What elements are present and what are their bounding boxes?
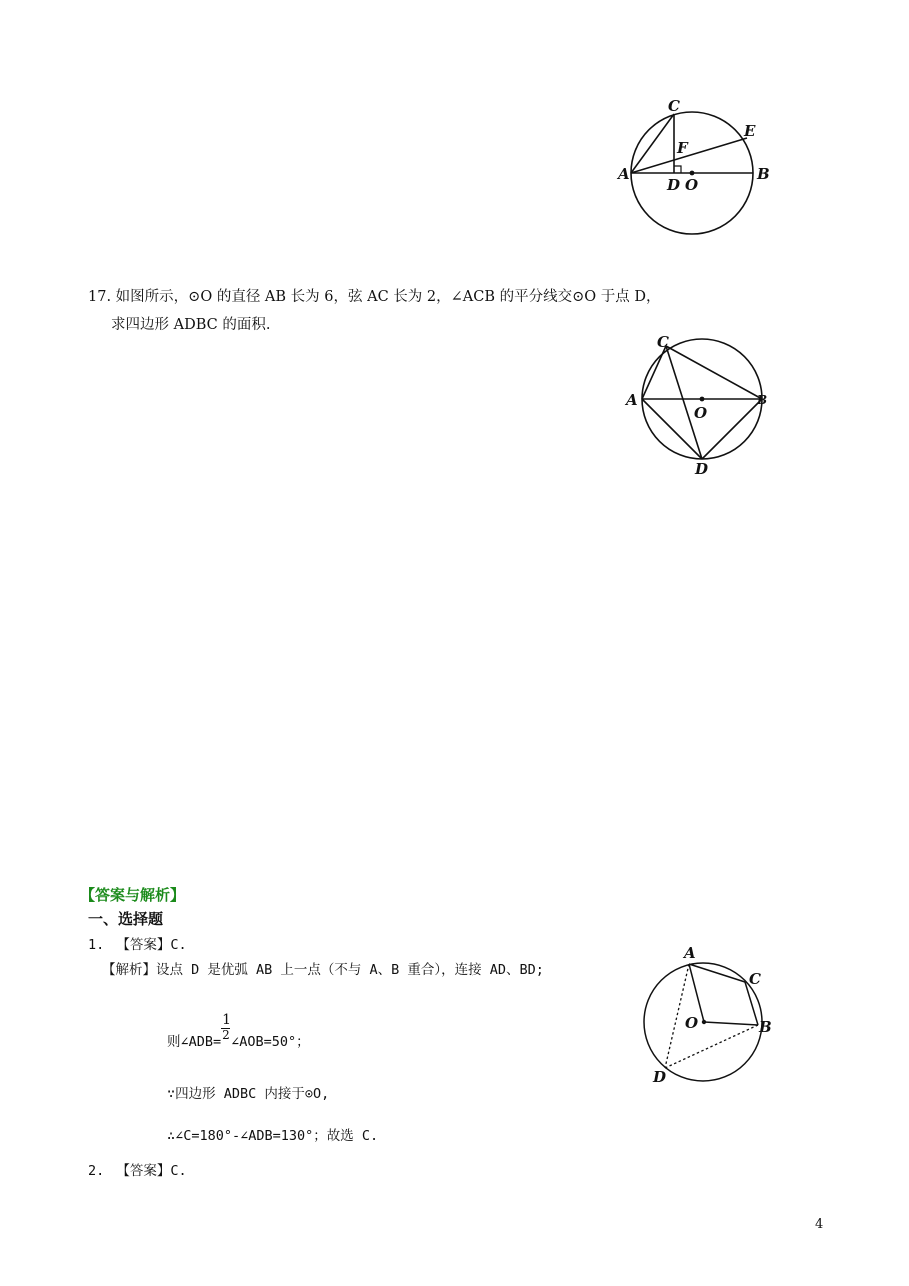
label-c: C [749, 970, 761, 988]
label-c: C [657, 333, 669, 351]
label-b: B [757, 165, 770, 183]
answer-item-1 [88, 933, 187, 953]
fraction-denominator: 2 [222, 1028, 230, 1042]
then-prefix: 则∠ADB= [167, 1034, 222, 1050]
label-f: F [677, 139, 688, 157]
then-line [167, 1012, 310, 1050]
analysis-label: 【解析】 [102, 962, 156, 978]
question-17 [88, 284, 660, 310]
fraction [221, 1012, 232, 1046]
item-number: 2. [88, 1163, 105, 1179]
label-a: A [626, 391, 638, 409]
label-o: O [685, 176, 699, 194]
answer-text: 【答案】C. [116, 1163, 187, 1179]
label-d: D [695, 460, 709, 478]
label-o: O [685, 1014, 699, 1032]
label-c: C [668, 97, 680, 115]
label-a: A [684, 944, 696, 962]
section-title: 一、选择题 [88, 910, 164, 928]
item-number: 1. [88, 937, 105, 953]
label-o: O [694, 404, 708, 422]
label-b: B [759, 1018, 772, 1036]
because-line: ∵四边形 ADBC 内接于⊙O, [167, 1086, 330, 1102]
label-b: B [757, 393, 768, 407]
then-suffix: ∠AOB=50°； [231, 1034, 310, 1050]
page-number: 4 [815, 1217, 824, 1232]
question-number: 17. [88, 289, 112, 305]
therefore-line: ∴∠C=180°-∠ADB=130°；故选 C. [167, 1128, 379, 1144]
fraction-numerator: 1 [222, 1012, 232, 1028]
label-d: D [653, 1068, 667, 1086]
figure-answer-1-circle [640, 940, 780, 1090]
label-d: D [667, 176, 681, 194]
analysis-line [102, 958, 544, 978]
figure-q16-circle [612, 96, 782, 241]
label-a: A [618, 165, 630, 183]
answer-item-2 [88, 1159, 187, 1179]
figure-q17-circle [618, 332, 778, 480]
answer-text: 【答案】C. [116, 937, 187, 953]
answers-header: 【答案与解析】 [80, 886, 186, 904]
analysis-text: 设点 D 是优弧 AB 上一点（不与 A、B 重合），连接 AD、BD; [156, 962, 544, 978]
label-e: E [744, 122, 756, 140]
question-17-line2: 求四边形 ADBC 的面积. [111, 317, 271, 333]
question-line1: 如图所示，⊙O 的直径 AB 长为 6，弦 AC 长为 2，∠ACB 的平分线交⊙O 于点 D， [115, 289, 661, 305]
